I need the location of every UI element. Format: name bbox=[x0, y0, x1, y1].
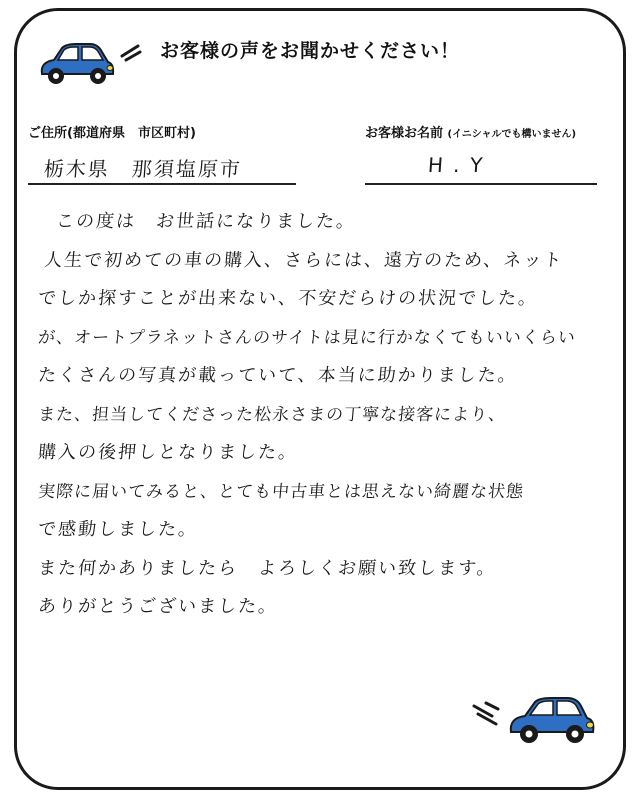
message-line: この度は お世話になりました。 bbox=[55, 211, 357, 232]
name-value: H . Y bbox=[427, 153, 486, 177]
message-line: 人生で初めての車の購入、さらには、遠方のため、ネット bbox=[43, 249, 565, 271]
message-line: 実際に届いてみると、とても中古車とは思えない綺麗な状態 bbox=[37, 481, 525, 502]
speed-lines-icon bbox=[470, 700, 504, 728]
name-label bbox=[365, 122, 576, 141]
message-line: 購入の後押しとなりました。 bbox=[37, 442, 299, 463]
message-line: また、担当してくださった松永さまの丁寧な接客により、 bbox=[37, 404, 507, 425]
message-body bbox=[38, 203, 608, 627]
address-underline bbox=[28, 183, 296, 185]
address-value: 栃木県 那須塩原市 bbox=[43, 157, 243, 181]
message-line: で感動しました。 bbox=[37, 519, 199, 540]
address-label: ご住所(都道府県 市区町村) bbox=[28, 126, 196, 141]
car-icon bbox=[36, 40, 116, 90]
name-label-note: (イニシャルでも構いません) bbox=[447, 129, 577, 140]
message-line: たくさんの写真が載っていて、本当に助かりました。 bbox=[37, 365, 519, 386]
name-underline bbox=[365, 183, 597, 185]
message-line: でしか探すことが出来ない、不安だらけの状況でした。 bbox=[37, 288, 539, 309]
name-label-text: お客様お名前 bbox=[365, 126, 444, 141]
page-title: お客様の声をお聞かせください！ bbox=[160, 40, 461, 62]
speed-lines-icon bbox=[118, 40, 144, 62]
message-line: ありがとうございました。 bbox=[37, 596, 279, 617]
message-line: また何かありましたら よろしくお願い致します。 bbox=[37, 557, 498, 579]
message-line: が、オートプラネットさんのサイトは見に行かなくてもいいくらい bbox=[37, 327, 577, 348]
car-icon bbox=[505, 692, 597, 750]
